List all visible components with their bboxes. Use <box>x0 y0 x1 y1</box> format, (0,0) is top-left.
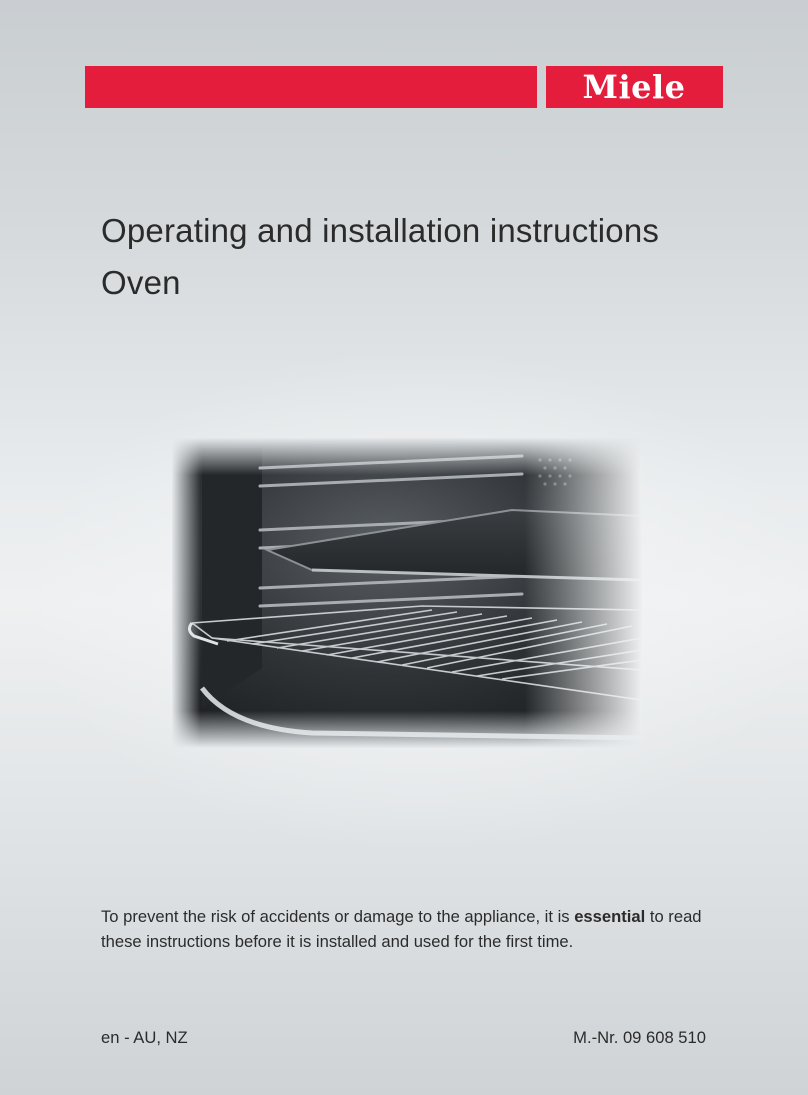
notice-text-before: To prevent the risk of accidents or damage to the appliance, it is <box>101 907 570 926</box>
logo-text: Miele <box>582 68 686 106</box>
page-title <box>101 205 659 309</box>
material-number: M.-Nr. 09 608 510 <box>573 1028 706 1047</box>
miele-logo-mark <box>546 66 723 108</box>
notice-text-after: to read these instructions before it is installed and used for the first time. <box>101 907 702 951</box>
oven-illustration <box>172 438 642 748</box>
safety-notice <box>101 904 731 954</box>
oven-interior-icon <box>172 438 642 748</box>
miele-logo <box>546 66 723 108</box>
brand-stripe <box>85 66 537 108</box>
notice-emphasis: essential <box>574 907 646 926</box>
title-line-1: Operating and installation instructions <box>101 212 660 249</box>
title-line-2: Oven <box>101 264 181 301</box>
language-code: en - AU, NZ <box>101 1028 188 1047</box>
